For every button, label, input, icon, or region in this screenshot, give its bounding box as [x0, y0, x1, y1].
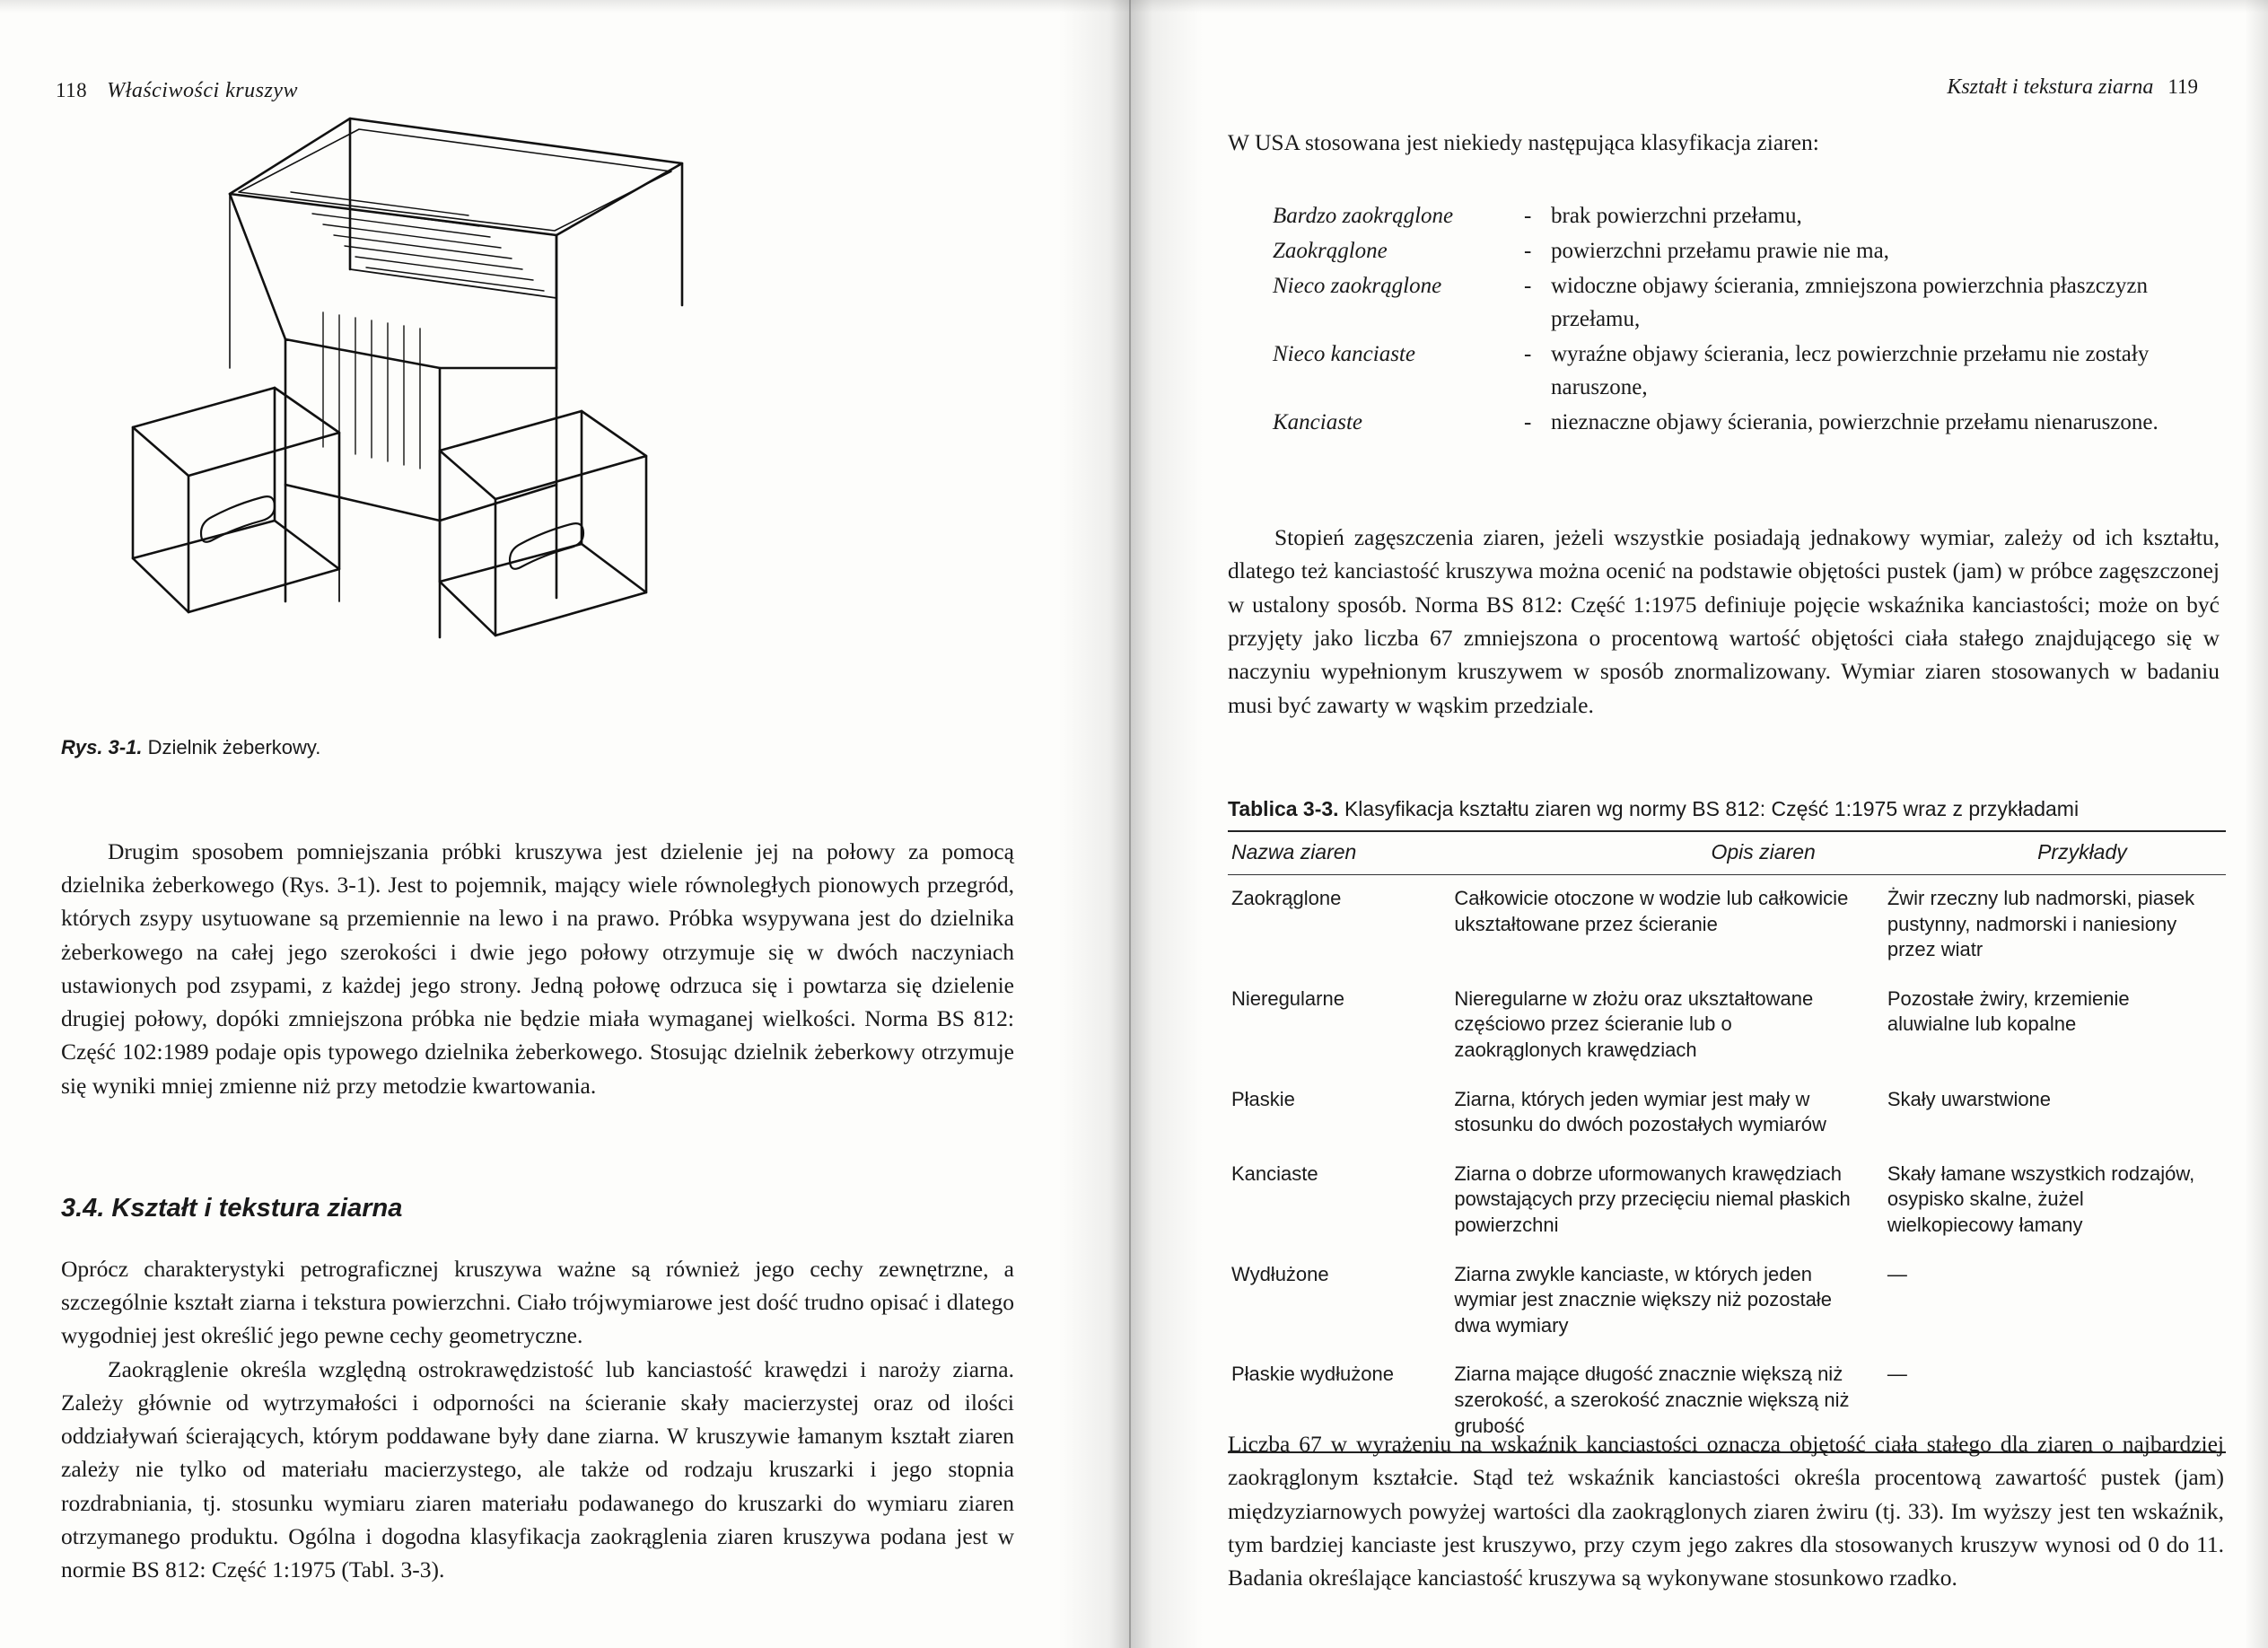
- table-cell-name: Wydłużone: [1231, 1262, 1329, 1285]
- left-running-head: Właściwości kruszyw: [107, 79, 298, 102]
- table-cell-examples: Pozostałe żwiry, krzemienie aluwialne lub kopalne: [1887, 986, 2130, 1036]
- right-paragraph-1: Stopień zagęszczenia ziaren, jeżeli wszystkie posiadają jednakowy wymiar, zależy od ich kształtu, dlatego też kanciastość kruszywa można ocenić na podstawie objętości pustek (jam) w próbce zagęszczonej w ustalony sposób. Norma BS 812: Część 1:1975 definiuje pojęcie wskaźnika kanciastości; może on być przyjęty jako liczba 67 zmniejszona o procentową wartość objętości ciała stałego znajdującego się w naczyniu wypełnionym kruszywem w sposób znormalizowany. Wymiar ziaren stosowanych w badaniu musi być zawarty w wąskim przedziale.: [1228, 524, 2220, 718]
- table-row: [1228, 1251, 2226, 1352]
- table-cell-name: Nieregularne: [1231, 986, 1344, 1010]
- table-caption-label: Tablica 3-3.: [1228, 797, 1339, 820]
- table-header-name: Nazwa ziaren: [1231, 840, 1357, 863]
- table-cell-description: Ziarna o dobrze uformowanych krawędziach powstających przy przecięciu niemal płaskich powierzchni: [1454, 1161, 1851, 1236]
- classification-term: Nieco zaokrąglone: [1273, 274, 1442, 298]
- left-body-text-2: [61, 1252, 1014, 1586]
- right-paragraph-2: Liczba 67 w wyrażeniu na wskaźnik kanciastości oznacza objętość ciała stałego dla ziaren o najbardziej zaokrąglonym kształcie. Stąd też wskaźnik kanciastości określa procentową zawartość pustek (jam) międzyziarnowych powyżej wartości dla zaokrąglonych ziaren żwiru (tj. 33). Im wyższy jest ten wskaźnik, tym bardziej kanciaste jest kruszywo, przy czym jego zakres dla stosowanych kruszyw wynosi od 0 do 11. Badania określające kanciastość kruszywa są wykonywane stosunkowo rzadko.: [1228, 1431, 2224, 1591]
- table-cell-description: Całkowicie otoczone w wodzie lub całkowicie ukształtowane przez ścieranie: [1454, 887, 1849, 935]
- classification-term: Zaokrąglone: [1273, 239, 1388, 263]
- classification-dash: -: [1524, 342, 1532, 366]
- classification-dash: -: [1524, 410, 1532, 434]
- classification-description: wyraźne objawy ścierania, lecz powierzchnie przełamu nie zostały naruszone,: [1551, 342, 2150, 399]
- left-body-text: [61, 835, 1014, 1102]
- table-row: [1228, 976, 2226, 1076]
- table-row: [1228, 1151, 2226, 1251]
- left-paragraph-2: Oprócz charakterystyki petrograficznej kruszywa ważne są również jego cechy zewnętrzne, a szczególnie kształt ziarna i tekstura powierzchni. Ciało trójwymiarowe jest dość trudno opisać i dlatego wygodniej jest określić jego pewne cechy geometryczne.: [61, 1256, 1014, 1349]
- right-page-header: [1947, 75, 2198, 100]
- classification-term: Nieco kanciaste: [1273, 342, 1415, 366]
- classification-item: [1273, 199, 2224, 232]
- figure-caption: [61, 736, 320, 759]
- right-body-text: [1228, 521, 2220, 722]
- right-page: [1203, 0, 2268, 1648]
- table-cell-description: Ziarna, których jeden wymiar jest mały w stosunku do dwóch pozostałych wymiarów: [1454, 1087, 1826, 1136]
- classification-item: [1273, 337, 2224, 404]
- table-header-row: [1228, 832, 2226, 874]
- classification-item: [1273, 269, 2224, 336]
- classification-dash: -: [1524, 239, 1532, 263]
- table-caption-text: Klasyfikacja kształtu ziaren wg normy BS 812: Część 1:1975 wraz z przykładami: [1338, 797, 2080, 820]
- page-edge-shadow: [2245, 0, 2268, 1648]
- table-caption: [1228, 797, 2224, 821]
- section-heading-3-4: 3.4. Kształt i tekstura ziarna: [61, 1194, 403, 1223]
- classification-term: Kanciaste: [1273, 410, 1362, 434]
- table-cell-name: Płaskie: [1231, 1087, 1295, 1110]
- classification-item: [1273, 406, 2224, 439]
- table-cell-name: Płaskie wydłużone: [1231, 1363, 1394, 1386]
- table-cell-description: Ziarna mające długość znacznie większą niż szerokość, a szerokość znacznie większą niż grubość: [1454, 1363, 1850, 1437]
- classification-list: [1273, 199, 2224, 441]
- table-header-examples: Przykłady: [2037, 840, 2127, 863]
- table-3-3-grid: [1228, 832, 2226, 874]
- table-row: [1228, 1076, 2226, 1151]
- left-paragraph-1: Drugim sposobem pomniejszania próbki kruszywa jest dzielenie jej na połowy za pomocą dzielnika żeberkowego (Rys. 3-1). Jest to pojemnik, mający wiele równoległych pionowych przegród, których zsypy usytuowane są przemiennie na lewo i na prawo. Próbka wsypywana jest do dzielnika żeberkowego na całej jego szerokości i dwie jego połowy otrzymuje się w dwóch naczyniach ustawionych pod zsypami, z każdej jego strony. Jedną połowę odrzuca się i powtarza się dzielenie drugiej połowy, dopóki zmniejszona próbka nie będzie miała wymaganej wielkości. Norma BS 812: Część 102:1989 podaje opis typowego dzielnika żeberkowego. Stosując dzielnik żeberkowy otrzymuje się wyniki mniej zmienne niż przy metodzie kwartowania.: [61, 838, 1014, 1099]
- classification-item: [1273, 234, 2224, 267]
- table-cell-name: Zaokrąglone: [1231, 887, 1342, 909]
- table-cell-description: Ziarna zwykle kanciaste, w których jeden wymiar jest znacznie większy niż pozostałe dwa wymiary: [1454, 1262, 1832, 1337]
- table-cell-name: Kanciaste: [1231, 1161, 1318, 1185]
- table-3-3-body: [1228, 875, 2226, 1451]
- table-header-description: Opis ziaren: [1711, 840, 1816, 863]
- table-3-3: [1228, 830, 2226, 1453]
- table-cell-examples: —: [1887, 1262, 1907, 1285]
- book-spine-line: [1129, 0, 1131, 1648]
- right-folio-number: 119: [2167, 75, 2198, 98]
- table-cell-examples: Skały uwarstwione: [1887, 1087, 2052, 1110]
- left-folio-number: 118: [56, 79, 88, 101]
- table-cell-examples: Żwir rzeczny lub nadmorski, piasek pustynny, nadmorski i naniesiony przez wiatr: [1887, 887, 2195, 961]
- figure-riffle-splitter: [54, 99, 1005, 709]
- classification-dash: -: [1524, 274, 1532, 298]
- figure-caption-text: Dzielnik żeberkowy.: [142, 736, 321, 758]
- classification-description: nieznaczne objawy ścierania, powierzchnie przełamu nienaruszone.: [1551, 410, 2159, 434]
- left-page: [0, 0, 1113, 1648]
- classification-description: brak powierzchni przełamu,: [1551, 204, 1802, 228]
- classification-description: widoczne objawy ścierania, zmniejszona powierzchnia płaszczyzn przełamu,: [1551, 274, 2148, 331]
- table-cell-examples: Skały łamane wszystkich rodzajów, osypisko skalne, żużel wielkopiecowy łamany: [1887, 1161, 2195, 1236]
- page-top-shadow: [0, 0, 2268, 13]
- left-paragraph-3: Zaokrąglenie określa względną ostrokrawędzistość lub kanciastość krawędzi i naroży ziarna. Zależy głównie od wytrzymałości i odporności na ścieranie skały macierzystej oraz od ilości oddziaływań ścierających, którym poddawane były dane ziarna. W kruszywie łamanym kształt ziaren zależy nie tylko od materiału macierzystego, ale także od rodzaju kruszarki i jego stopnia rozdrabniania, tj. stosunku wymiaru ziaren materiału podawanego do kruszarki do wymiaru ziaren otrzymanego produktu. Ogólna i dogodna klasyfikacja zaokrąglenia ziaren kruszywa podana jest w normie BS 812: Część 1:1975 (Tabl. 3-3).: [61, 1355, 1014, 1582]
- classification-description: powierzchni przełamu prawie nie ma,: [1551, 239, 1889, 263]
- right-intro-text: W USA stosowana jest niekiedy następująca klasyfikacja ziaren:: [1228, 129, 1819, 155]
- right-running-head: Kształt i tekstura ziarna: [1947, 75, 2154, 99]
- classification-term: Bardzo zaokrąglone: [1273, 204, 1454, 228]
- table-cell-examples: —: [1887, 1363, 1907, 1386]
- table-cell-description: Nieregularne w złożu oraz ukształtowane częściowo przez ścieranie lub o zaokrąglonych krawędziach: [1454, 986, 1814, 1061]
- right-body-text-2: [1228, 1427, 2224, 1595]
- figure-caption-label: Rys. 3-1.: [61, 736, 143, 758]
- table-row: [1228, 875, 2226, 976]
- classification-dash: -: [1524, 204, 1532, 228]
